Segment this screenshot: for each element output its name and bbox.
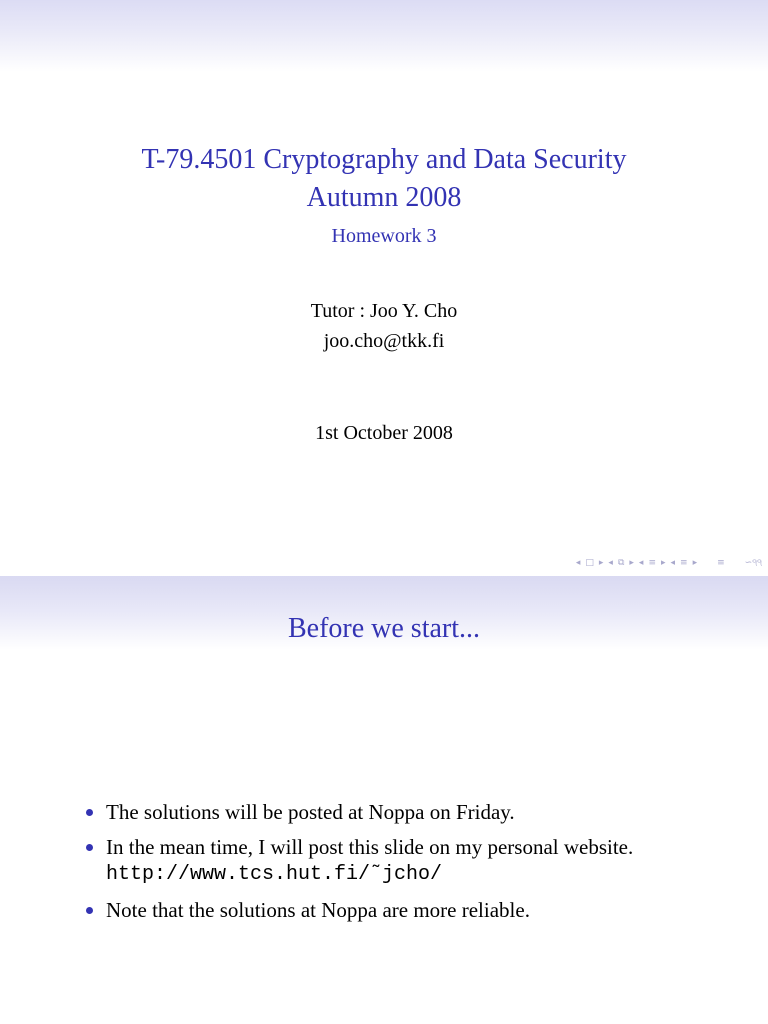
bullet-icon bbox=[86, 844, 93, 851]
subsection-icon[interactable]: ⧉ bbox=[617, 558, 625, 568]
prev-arrow-icon[interactable]: ◂ bbox=[638, 558, 644, 568]
prev-arrow-icon[interactable]: ◂ bbox=[670, 558, 676, 568]
bullet-icon bbox=[86, 907, 93, 914]
search-icon[interactable]: ∽੧੧ bbox=[744, 558, 762, 568]
tutor-email: joo.cho@tkk.fi bbox=[323, 330, 445, 352]
author-block bbox=[0, 296, 768, 356]
list-item bbox=[84, 833, 744, 889]
website-url-link[interactable]: http://www.tcs.hut.fi/˜jcho/ bbox=[106, 863, 443, 886]
align-icon[interactable]: ≡ bbox=[717, 558, 725, 568]
bullet-text: Note that the solutions at Noppa are more reliable. bbox=[106, 898, 530, 922]
next-arrow-icon[interactable]: ▸ bbox=[692, 558, 698, 568]
presentation-date: 1st October 2008 bbox=[315, 422, 453, 444]
prev-arrow-icon[interactable]: ◂ bbox=[575, 558, 581, 568]
bullet-text: In the mean time, I will post this slide on my personal website. bbox=[106, 835, 634, 859]
presentation-title-line2: Autumn 2008 bbox=[306, 182, 462, 213]
section-icon[interactable]: ≡ bbox=[680, 558, 688, 568]
frame-title: Before we start... bbox=[287, 613, 481, 644]
tutor-name: Tutor : Joo Y. Cho bbox=[310, 300, 458, 322]
bullet-icon bbox=[86, 809, 93, 816]
next-arrow-icon[interactable]: ▸ bbox=[598, 558, 604, 568]
list-item bbox=[84, 798, 744, 826]
bullet-text: The solutions will be posted at Noppa on Friday. bbox=[106, 800, 515, 824]
presentation-subtitle: Homework 3 bbox=[331, 225, 437, 247]
frame-icon[interactable]: □ bbox=[585, 558, 594, 568]
beamer-navigation-bar bbox=[576, 554, 762, 572]
next-arrow-icon[interactable]: ▸ bbox=[629, 558, 634, 568]
header-band bbox=[0, 0, 768, 72]
bullet-list bbox=[84, 798, 744, 931]
list-item bbox=[84, 896, 744, 924]
section-icon[interactable]: ≡ bbox=[648, 558, 656, 568]
next-arrow-icon[interactable]: ▸ bbox=[660, 558, 666, 568]
content-slide bbox=[0, 576, 768, 1024]
presentation-title-line1: T-79.4501 Cryptography and Data Security bbox=[141, 144, 627, 175]
title-block bbox=[0, 141, 768, 249]
prev-arrow-icon[interactable]: ◂ bbox=[608, 558, 613, 568]
